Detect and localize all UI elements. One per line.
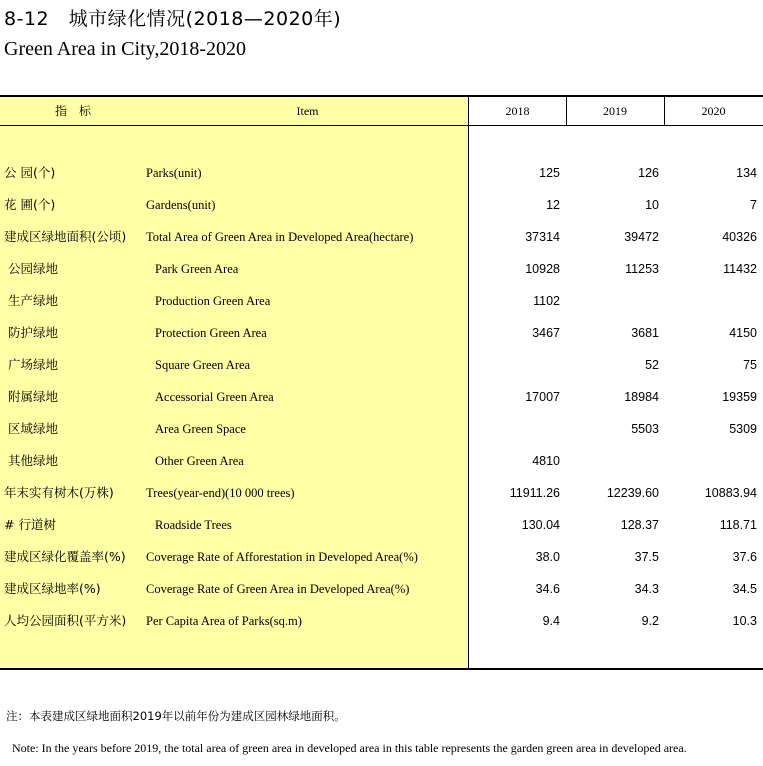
note-cn: 注：本表建成区绿地面积2019年以前年份为建成区园林绿地面积。	[6, 709, 346, 723]
table-row	[0, 477, 763, 509]
value-2020: 75	[743, 358, 757, 372]
value-2019: 39472	[624, 230, 659, 244]
value-2018: 37314	[525, 230, 560, 244]
row-label-en: Protection Green Area	[155, 326, 267, 340]
green-area-table	[0, 95, 763, 670]
value-2018: 125	[539, 166, 560, 180]
row-label-en: Accessorial Green Area	[155, 390, 274, 404]
value-2019: 3681	[631, 326, 659, 340]
table-row	[0, 285, 763, 317]
table-row	[0, 189, 763, 221]
table-body	[0, 157, 763, 637]
row-label-cn: 年末实有树木(万株)	[4, 485, 114, 500]
table-row	[0, 157, 763, 189]
value-2019: 12239.60	[606, 486, 659, 500]
table-row	[0, 381, 763, 413]
value-2019: 52	[645, 358, 659, 372]
row-label-cn: 公 园(个)	[4, 165, 56, 180]
table-row	[0, 253, 763, 285]
table-row	[0, 349, 763, 381]
row-label-en: Per Capita Area of Parks(sq.m)	[146, 614, 302, 628]
row-label-en: Total Area of Green Area in Developed Area(hectare)	[146, 230, 414, 244]
value-2020: 11432	[723, 262, 757, 276]
value-2019: 10	[645, 198, 659, 212]
header-year-2018: 2018	[505, 104, 530, 118]
row-label-en: Parks(unit)	[146, 166, 202, 180]
page-title-cn: 8-12 城市绿化情况(2018—2020年)	[4, 8, 342, 30]
value-2020: 10883.94	[704, 486, 757, 500]
value-2020: 10.3	[732, 614, 757, 628]
value-2018: 12	[546, 198, 560, 212]
value-2019: 37.5	[634, 550, 659, 564]
row-label-cn: 附属绿地	[8, 389, 59, 404]
row-label-en: Coverage Rate of Green Area in Developed Area(%)	[146, 582, 410, 596]
value-2020: 34.5	[732, 582, 757, 596]
row-label-cn: 防护绿地	[8, 325, 59, 340]
row-label-cn: 区域绿地	[8, 421, 59, 436]
value-2019: 9.2	[641, 614, 659, 628]
row-label-cn: 建成区绿化覆盖率(%)	[4, 549, 126, 564]
header-year-2019: 2019	[603, 104, 627, 118]
value-2020: 40326	[722, 230, 757, 244]
row-label-en: Square Green Area	[155, 358, 251, 372]
row-label-en: Gardens(unit)	[146, 198, 216, 212]
value-2020: 37.6	[732, 550, 757, 564]
value-2019: 18984	[624, 390, 659, 404]
value-2018: 1102	[533, 294, 560, 308]
value-2018: 10928	[525, 262, 560, 276]
value-2019: 126	[638, 166, 659, 180]
value-2020: 134	[736, 166, 757, 180]
table-row	[0, 445, 763, 477]
value-2019: 11253	[625, 262, 659, 276]
table-header	[0, 97, 763, 126]
row-label-en: Trees(year-end)(10 000 trees)	[146, 486, 295, 500]
header-indicator: 指 标	[54, 104, 91, 118]
page-title-en: Green Area in City,2018-2020	[4, 38, 246, 60]
row-label-cn: 人均公园面积(平方米)	[4, 613, 127, 628]
table-row	[0, 221, 763, 253]
row-label-en: Area Green Space	[155, 422, 246, 436]
value-2020: 7	[750, 198, 757, 212]
value-2019: 5503	[631, 422, 659, 436]
header-item: Item	[296, 104, 319, 118]
table-row	[0, 413, 763, 445]
header-year-2020: 2020	[701, 104, 726, 118]
row-label-en: Park Green Area	[155, 262, 239, 276]
value-2020: 118.71	[719, 518, 757, 532]
row-label-cn: 建成区绿地率(%)	[4, 581, 101, 596]
row-label-cn: # 行道树	[4, 517, 56, 532]
header-divider-2019	[566, 97, 567, 126]
row-label-cn: 广场绿地	[8, 357, 59, 372]
row-label-cn: 花 圃(个)	[4, 197, 56, 212]
row-label-cn: 其他绿地	[8, 453, 59, 468]
table-row	[0, 509, 763, 541]
value-2019: 34.3	[634, 582, 659, 596]
row-label-en: Production Green Area	[155, 294, 271, 308]
value-2018: 34.6	[535, 582, 560, 596]
table-row	[0, 317, 763, 349]
row-label-cn: 公园绿地	[8, 261, 59, 276]
row-label-cn: 生产绿地	[8, 293, 59, 308]
value-2020: 19359	[722, 390, 757, 404]
value-2018: 11911.26	[509, 486, 560, 500]
value-2018: 9.4	[542, 614, 560, 628]
value-2018: 3467	[532, 326, 560, 340]
value-2020: 5309	[729, 422, 757, 436]
table-row	[0, 605, 763, 637]
value-2018: 130.04	[521, 518, 560, 532]
value-2019: 128.37	[620, 518, 659, 532]
note-en: Note: In the years before 2019, the total area of green area in developed area in this table represents the garden green area in developed area.	[12, 741, 687, 755]
row-label-en: Other Green Area	[155, 454, 244, 468]
row-label-en: Roadside Trees	[155, 518, 232, 532]
value-2020: 4150	[729, 326, 757, 340]
row-label-en: Coverage Rate of Afforestation in Developed Area(%)	[146, 550, 418, 564]
row-label-cn: 建成区绿地面积(公顷)	[4, 229, 127, 244]
table-row	[0, 573, 763, 605]
value-2018: 4810	[532, 454, 560, 468]
value-2018: 38.0	[535, 550, 560, 564]
header-divider-2020	[664, 97, 665, 126]
value-2018: 17007	[525, 390, 560, 404]
table-row	[0, 541, 763, 573]
